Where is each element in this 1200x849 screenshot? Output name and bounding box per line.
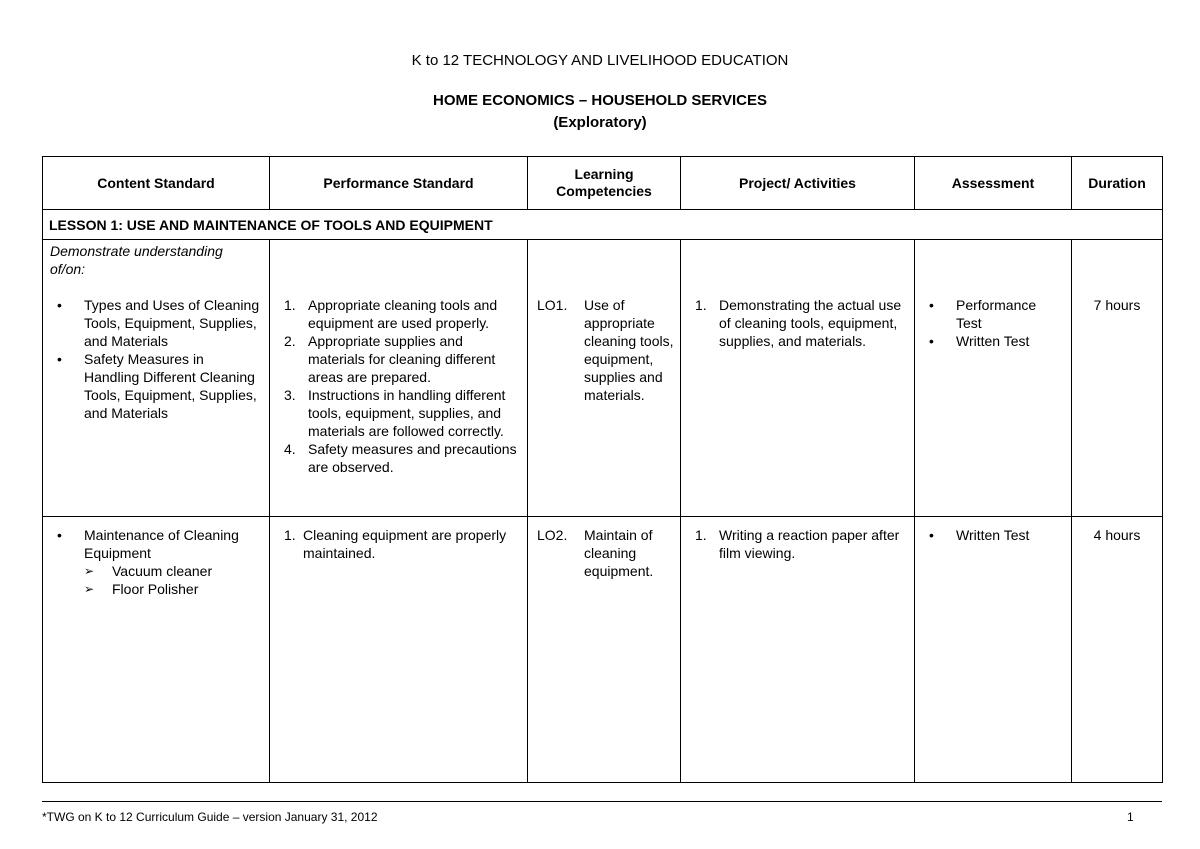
- list-number: 3.: [284, 387, 296, 403]
- list-item-text: Written Test: [956, 527, 1030, 543]
- list-number: 2.: [284, 333, 296, 349]
- header-project-activities: Project/ Activities: [681, 157, 915, 210]
- performance-list: [270, 526, 527, 562]
- content-list: [43, 296, 269, 422]
- list-item-text: Types and Uses of Cleaning Tools, Equipment, Supplies, and Materials: [84, 297, 260, 349]
- document-title: K to 12 TECHNOLOGY AND LIVELIHOOD EDUCATION: [411, 52, 789, 69]
- duration-cell: [1072, 517, 1163, 783]
- bullet-icon: •: [57, 297, 62, 313]
- curriculum-table: [42, 156, 1163, 783]
- duration-cell: [1072, 240, 1163, 517]
- list-item: [43, 296, 269, 350]
- list-item: [915, 296, 1071, 332]
- assessment-list: [915, 296, 1071, 350]
- duration-value: 7 hours: [1093, 297, 1141, 313]
- list-item-text: Floor Polisher: [112, 581, 199, 597]
- content-intro: Demonstrate understanding of/on:: [50, 243, 223, 277]
- list-item: [681, 296, 914, 350]
- list-item-text: Maintenance of Cleaning Equipment: [84, 527, 239, 561]
- assessment-cell: [915, 240, 1072, 517]
- learning-competency-cell: [528, 240, 681, 517]
- content-list: [43, 526, 269, 598]
- table-row: [43, 240, 1163, 517]
- list-item: [43, 350, 269, 422]
- list-item: [915, 332, 1071, 350]
- list-item: [270, 440, 527, 476]
- arrow-bullet-icon: ➢: [84, 582, 95, 596]
- content-sublist: [84, 562, 261, 598]
- list-number: 1.: [695, 297, 707, 313]
- project-list: [681, 296, 914, 350]
- header-content-standard: Content Standard: [43, 157, 270, 210]
- table-row: [43, 517, 1163, 783]
- document-exploratory-label: (Exploratory): [553, 114, 647, 131]
- bullet-icon: •: [929, 297, 934, 313]
- learning-outcome-text: Use of appropriate cleaning tools, equipment, supplies and materials.: [584, 297, 674, 403]
- performance-list: [270, 296, 527, 476]
- project-list: [681, 526, 914, 562]
- bullet-icon: •: [929, 527, 934, 543]
- list-item-text: Written Test: [956, 333, 1030, 349]
- bullet-icon: •: [929, 333, 934, 349]
- list-item: [270, 296, 527, 332]
- assessment-cell: [915, 517, 1072, 783]
- learning-outcome-text: Maintain of cleaning equipment.: [584, 527, 654, 579]
- list-item-text: Performance Test: [956, 297, 1037, 331]
- list-item: [270, 332, 527, 386]
- list-item: [270, 526, 527, 562]
- bullet-icon: •: [57, 351, 62, 367]
- table-header-row: [43, 157, 1163, 210]
- list-item-text: Instructions in handling different tools, equipment, supplies, and materials are followed correctly.: [308, 387, 506, 439]
- page-number: 1: [1127, 810, 1134, 824]
- assessment-list: [915, 526, 1071, 544]
- performance-standard-cell: [270, 240, 528, 517]
- lesson-row: [43, 210, 1163, 240]
- project-activities-cell: [681, 517, 915, 783]
- list-item: [84, 580, 261, 598]
- list-item-text: Appropriate supplies and materials for cleaning different areas are prepared.: [308, 333, 496, 385]
- list-item: [84, 562, 261, 580]
- footer-rule: [42, 801, 1162, 802]
- footer-text: *TWG on K to 12 Curriculum Guide – version January 31, 2012: [42, 810, 378, 824]
- list-item-text: Writing a reaction paper after film viewing.: [719, 527, 900, 561]
- list-number: 1.: [695, 527, 707, 543]
- bullet-icon: •: [57, 527, 62, 543]
- learning-outcome-label: LO1.: [537, 297, 568, 313]
- learning-outcome-label: LO2.: [537, 527, 568, 543]
- list-item: [915, 526, 1071, 544]
- header-performance-standard: Performance Standard: [270, 157, 528, 210]
- learning-competency-cell: [528, 517, 681, 783]
- list-item: [270, 386, 527, 440]
- list-number: 4.: [284, 441, 296, 457]
- list-item-text: Safety measures and precautions are observed.: [308, 441, 517, 475]
- duration-value: 4 hours: [1093, 527, 1141, 543]
- document-subtitle: HOME ECONOMICS – HOUSEHOLD SERVICES: [433, 92, 767, 109]
- list-number: 1.: [284, 297, 296, 313]
- learning-outcome: [528, 526, 680, 580]
- lesson-title: LESSON 1: USE AND MAINTENANCE OF TOOLS AND EQUIPMENT: [43, 210, 1163, 240]
- performance-standard-cell: [270, 517, 528, 783]
- header-learning-competencies: [528, 157, 681, 210]
- list-item-text: Cleaning equipment are properly maintained.: [303, 527, 507, 561]
- project-activities-cell: [681, 240, 915, 517]
- list-item-text: Demonstrating the actual use of cleaning tools, equipment, supplies, and materials.: [719, 297, 902, 349]
- list-item-text: Safety Measures in Handling Different Cleaning Tools, Equipment, Supplies, and Materials: [84, 351, 257, 421]
- list-item-text: Appropriate cleaning tools and equipment are used properly.: [308, 297, 498, 331]
- list-item: [43, 526, 269, 598]
- list-number: 1.: [284, 527, 296, 543]
- list-item-text: Vacuum cleaner: [112, 563, 213, 579]
- learning-outcome: [528, 296, 680, 404]
- arrow-bullet-icon: ➢: [84, 564, 95, 578]
- list-item: [681, 526, 914, 562]
- content-standard-cell: [43, 517, 270, 783]
- header-duration: Duration: [1072, 157, 1163, 210]
- header-learning-competencies-label: Learning Competencies: [556, 166, 652, 199]
- content-standard-cell: [43, 240, 270, 517]
- header-assessment: Assessment: [915, 157, 1072, 210]
